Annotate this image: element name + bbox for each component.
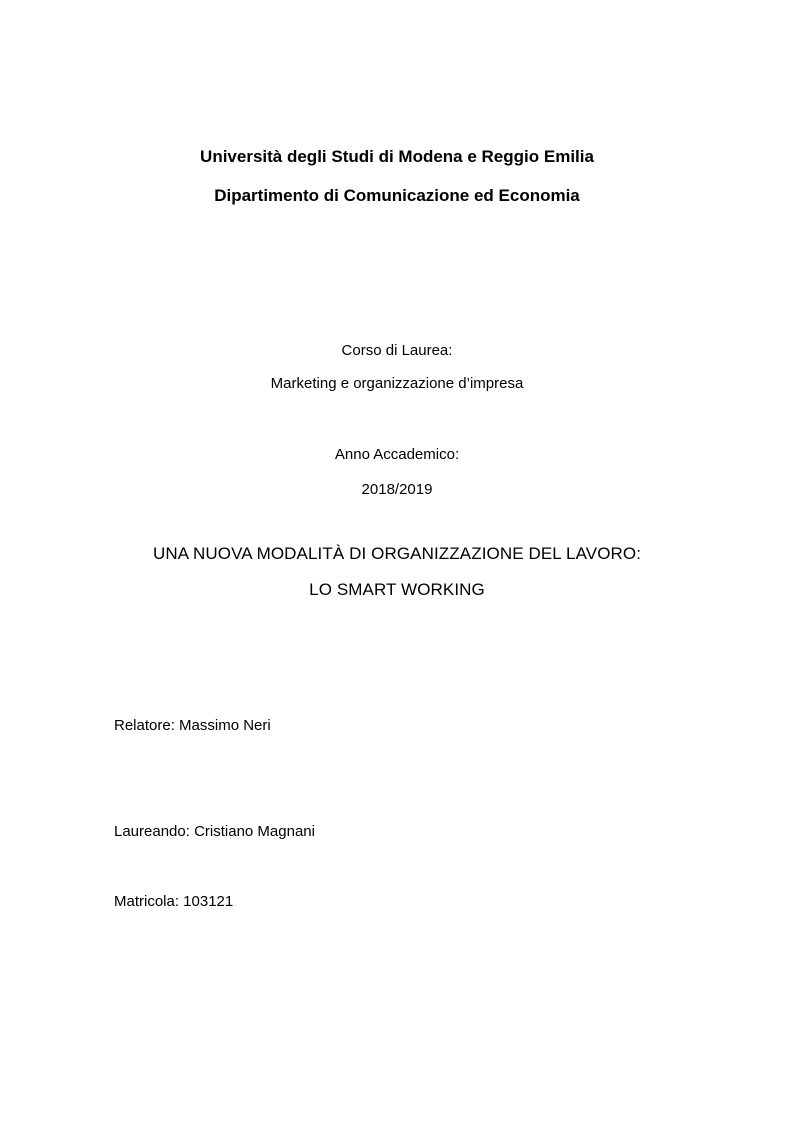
academic-year-value: 2018/2019 xyxy=(361,481,433,498)
academic-year-label: Anno Accademico: xyxy=(334,446,460,463)
thesis-title-line2: LO SMART WORKING xyxy=(309,580,485,599)
thesis-title-line1: UNA NUOVA MODALITÀ DI ORGANIZZAZIONE DEL LAVORO: xyxy=(152,544,642,563)
candidate: Laureando: Cristiano Magnani xyxy=(114,823,315,840)
university-name: Università degli Studi di Modena e Reggio Emilia xyxy=(200,147,594,166)
supervisor: Relatore: Massimo Neri xyxy=(114,717,271,734)
course-label: Corso di Laurea: xyxy=(341,342,453,359)
course-name: Marketing e organizzazione d’impresa xyxy=(270,375,524,392)
student-id: Matricola: 103121 xyxy=(114,893,234,910)
department-name: Dipartimento di Comunicazione ed Economia xyxy=(214,186,580,205)
